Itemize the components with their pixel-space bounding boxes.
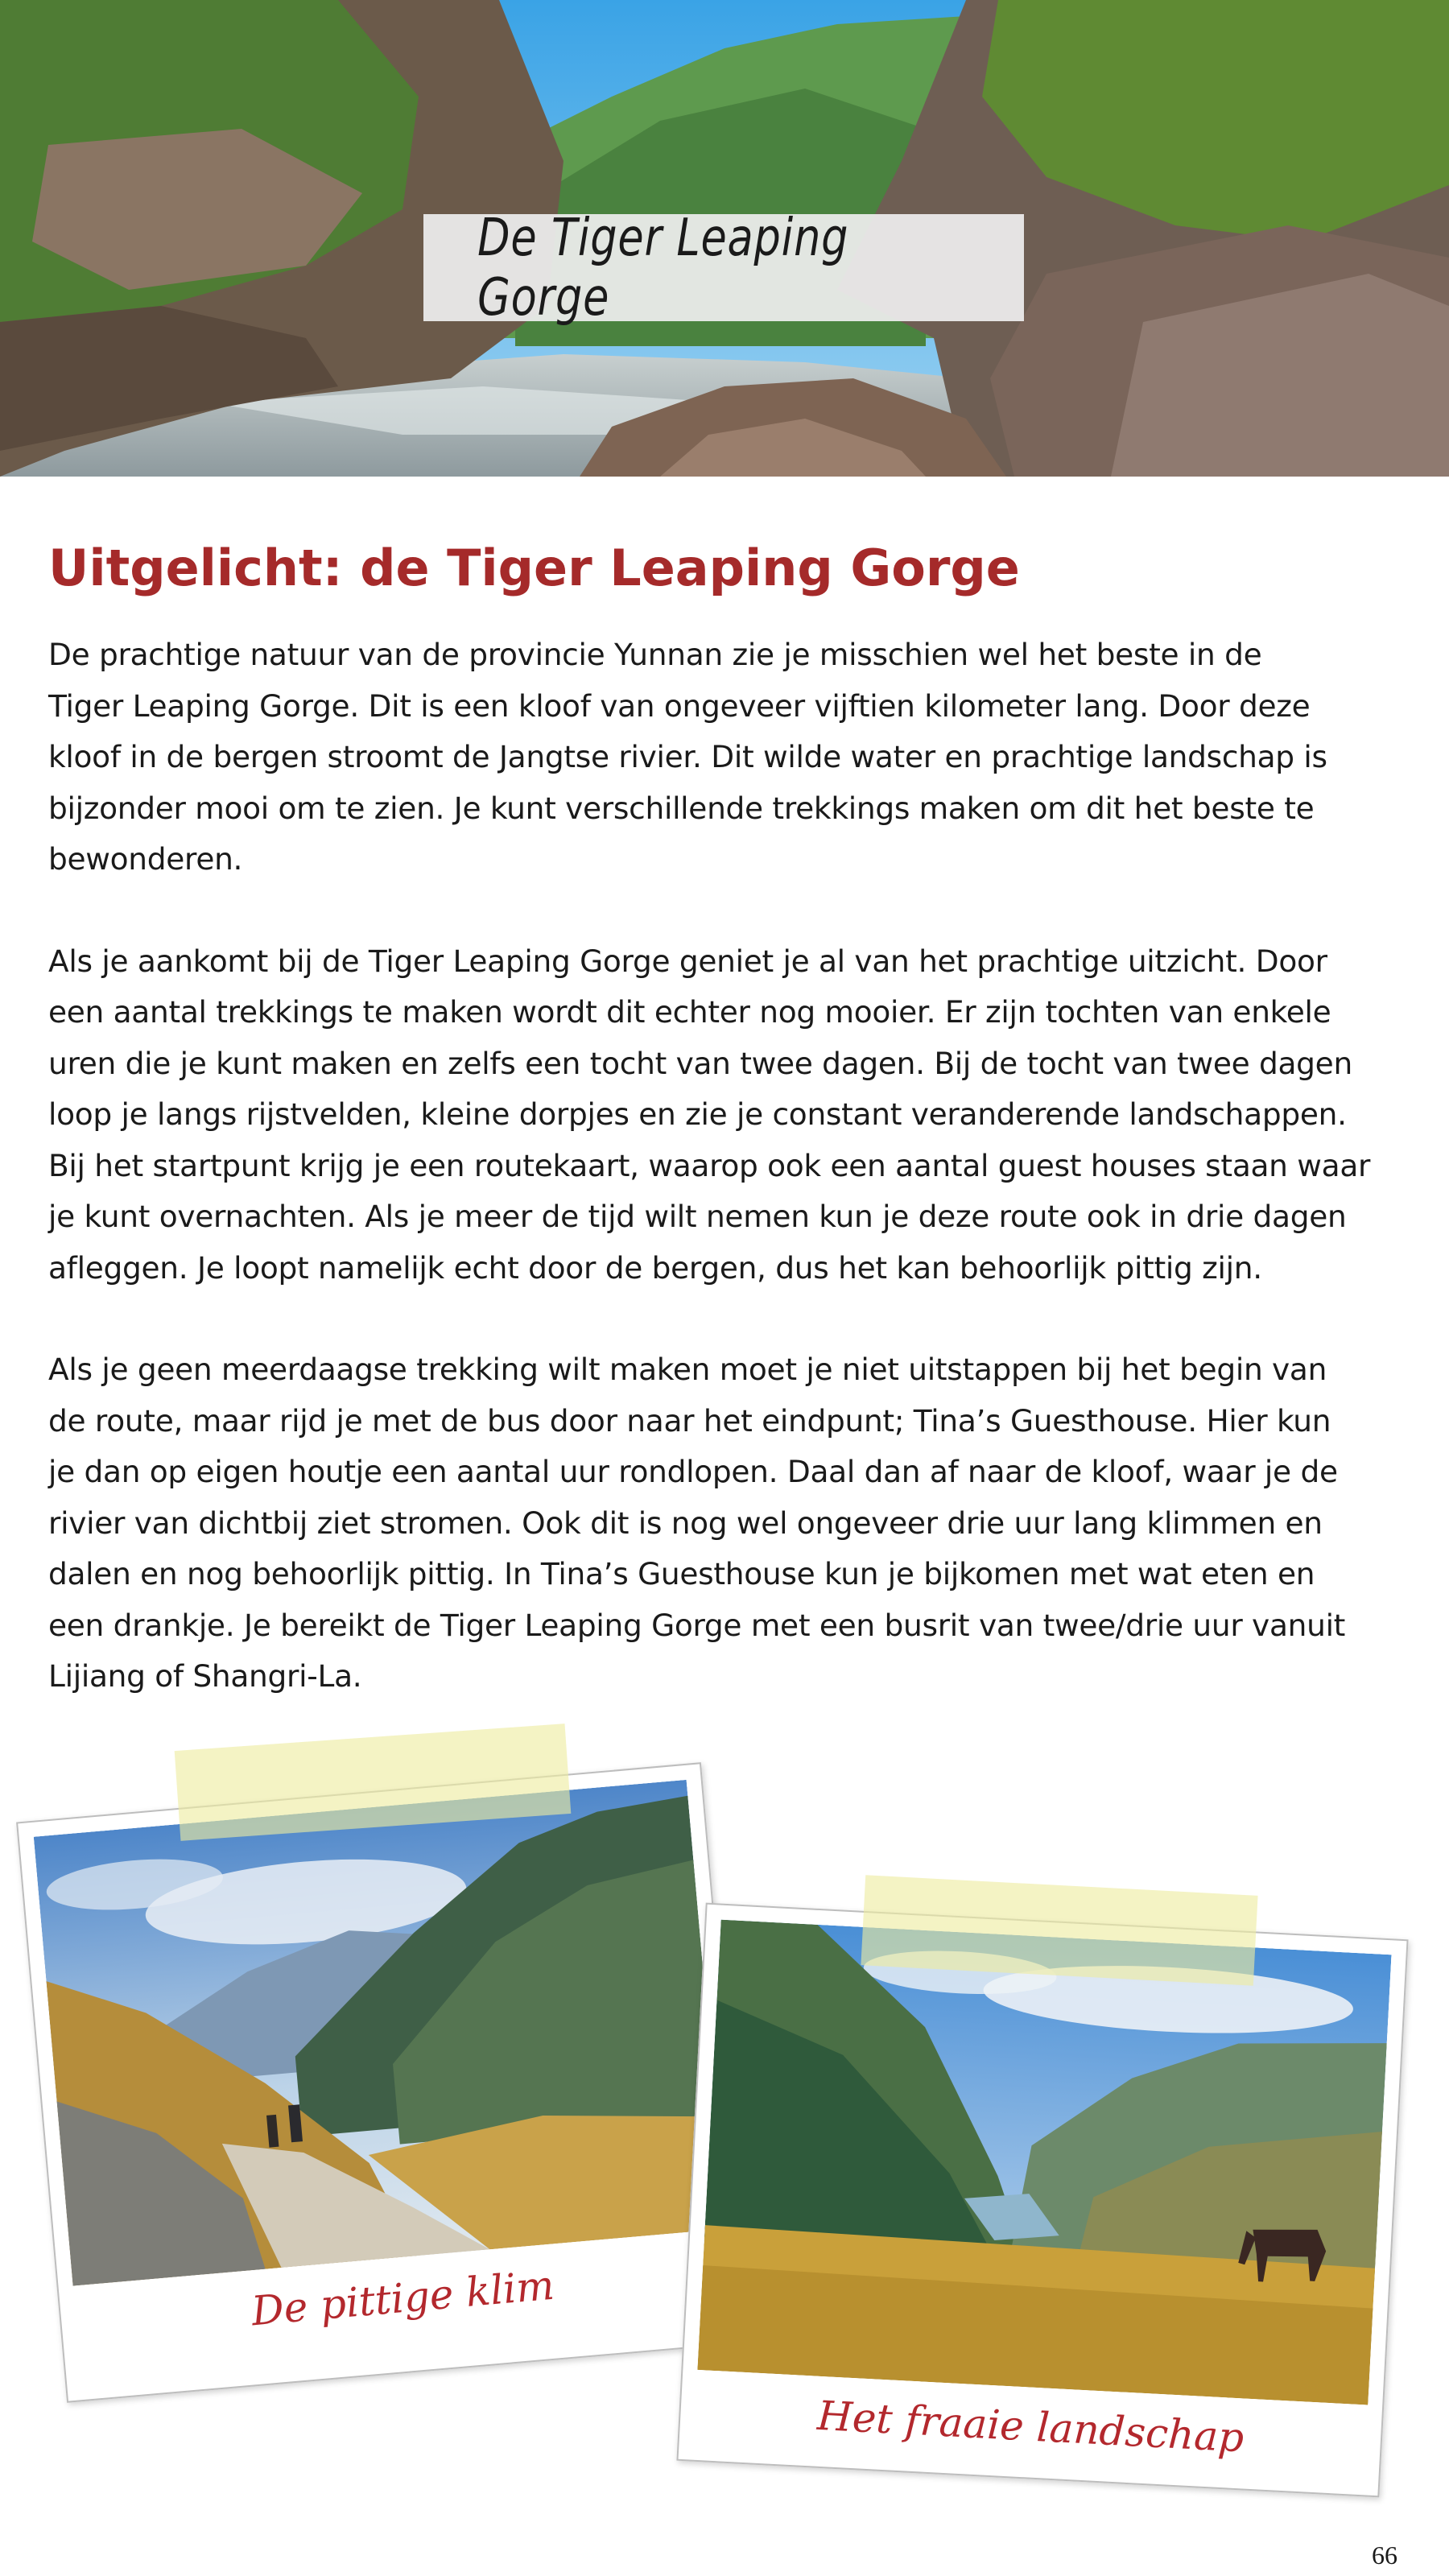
photo-valley-horse (697, 1920, 1391, 2405)
polaroid-photo-landscape (676, 1903, 1408, 2498)
hero-title-box (423, 208, 1024, 328)
valley-horse-image (697, 1920, 1391, 2405)
photo-caption-landscape: Het fraaie landschap (815, 2392, 1245, 2462)
photo-hikers-trail (34, 1780, 726, 2286)
article-heading: Uitgelicht: de Tiger Leaping Gorge (48, 539, 1020, 597)
article-paragraph-2: Als je aankomt bij de Tiger Leaping Gorge geniet je al van het prachtige uitzicht. Door een aantal trekkings te maken wordt dit echter nog mooier. Er zijn tochten van enkele uren die je kunt maken en zelfs een tocht van twee dagen. Bij de tocht van twee dagen loop je langs rijstvelden, kleine dorpjes en zie je constant veranderende landschappen. Bij het startpunt krijg je een routekaart, waarop ook een aantal guest houses staan waar je kunt overnachten. Als je meer de tijd wilt nemen kun je deze route ook in drie dagen afleggen. Je loopt namelijk echt door de bergen, dus het kan behoorlijk pittig zijn. (48, 943, 1371, 1286)
polaroid-photo-climb (16, 1762, 752, 2403)
hero-banner (0, 0, 1449, 477)
article-paragraph-1: De prachtige natuur van de provincie Yunnan zie je misschien wel het beste in de Tiger Leaping Gorge. Dit is een kloof van ongeveer vijftien kilometer lang. Door deze kloof in de bergen stroomt de Jangtse rivier. Dit wilde water en prachtige landschap is bijzonder mooi om te zien. Je kunt verschillende trekkings maken om dit het beste te bewonderen. (48, 637, 1327, 877)
hero-title: De Tiger Leaping Gorge (477, 208, 849, 328)
hikers-trail-image (34, 1780, 726, 2286)
article-paragraph-3: Als je geen meerdaagse trekking wilt maken moet je niet uitstappen bij het begin van de route, maar rijd je met de bus door naar het eindpunt; Tina’s Guesthouse. Hier kun je dan op eigen houtje een aantal uur rondlopen. Daal dan af naar de kloof, waar je de rivier van dichtbij ziet stromen. Ook dit is nog wel ongeveer drie uur lang klimmen en dalen en nog behoorlijk pittig. In Tina’s Guesthouse kun je bijkomen met wat eten en een drankje. Je bereikt de Tiger Leaping Gorge met een busrit van twee/drie uur vanuit Lijiang of Shangri-La. (48, 1352, 1346, 1694)
page-number: 66 (1372, 2541, 1397, 2570)
article (48, 531, 1385, 1703)
photo-caption-climb: De pittige klim (250, 2261, 556, 2335)
